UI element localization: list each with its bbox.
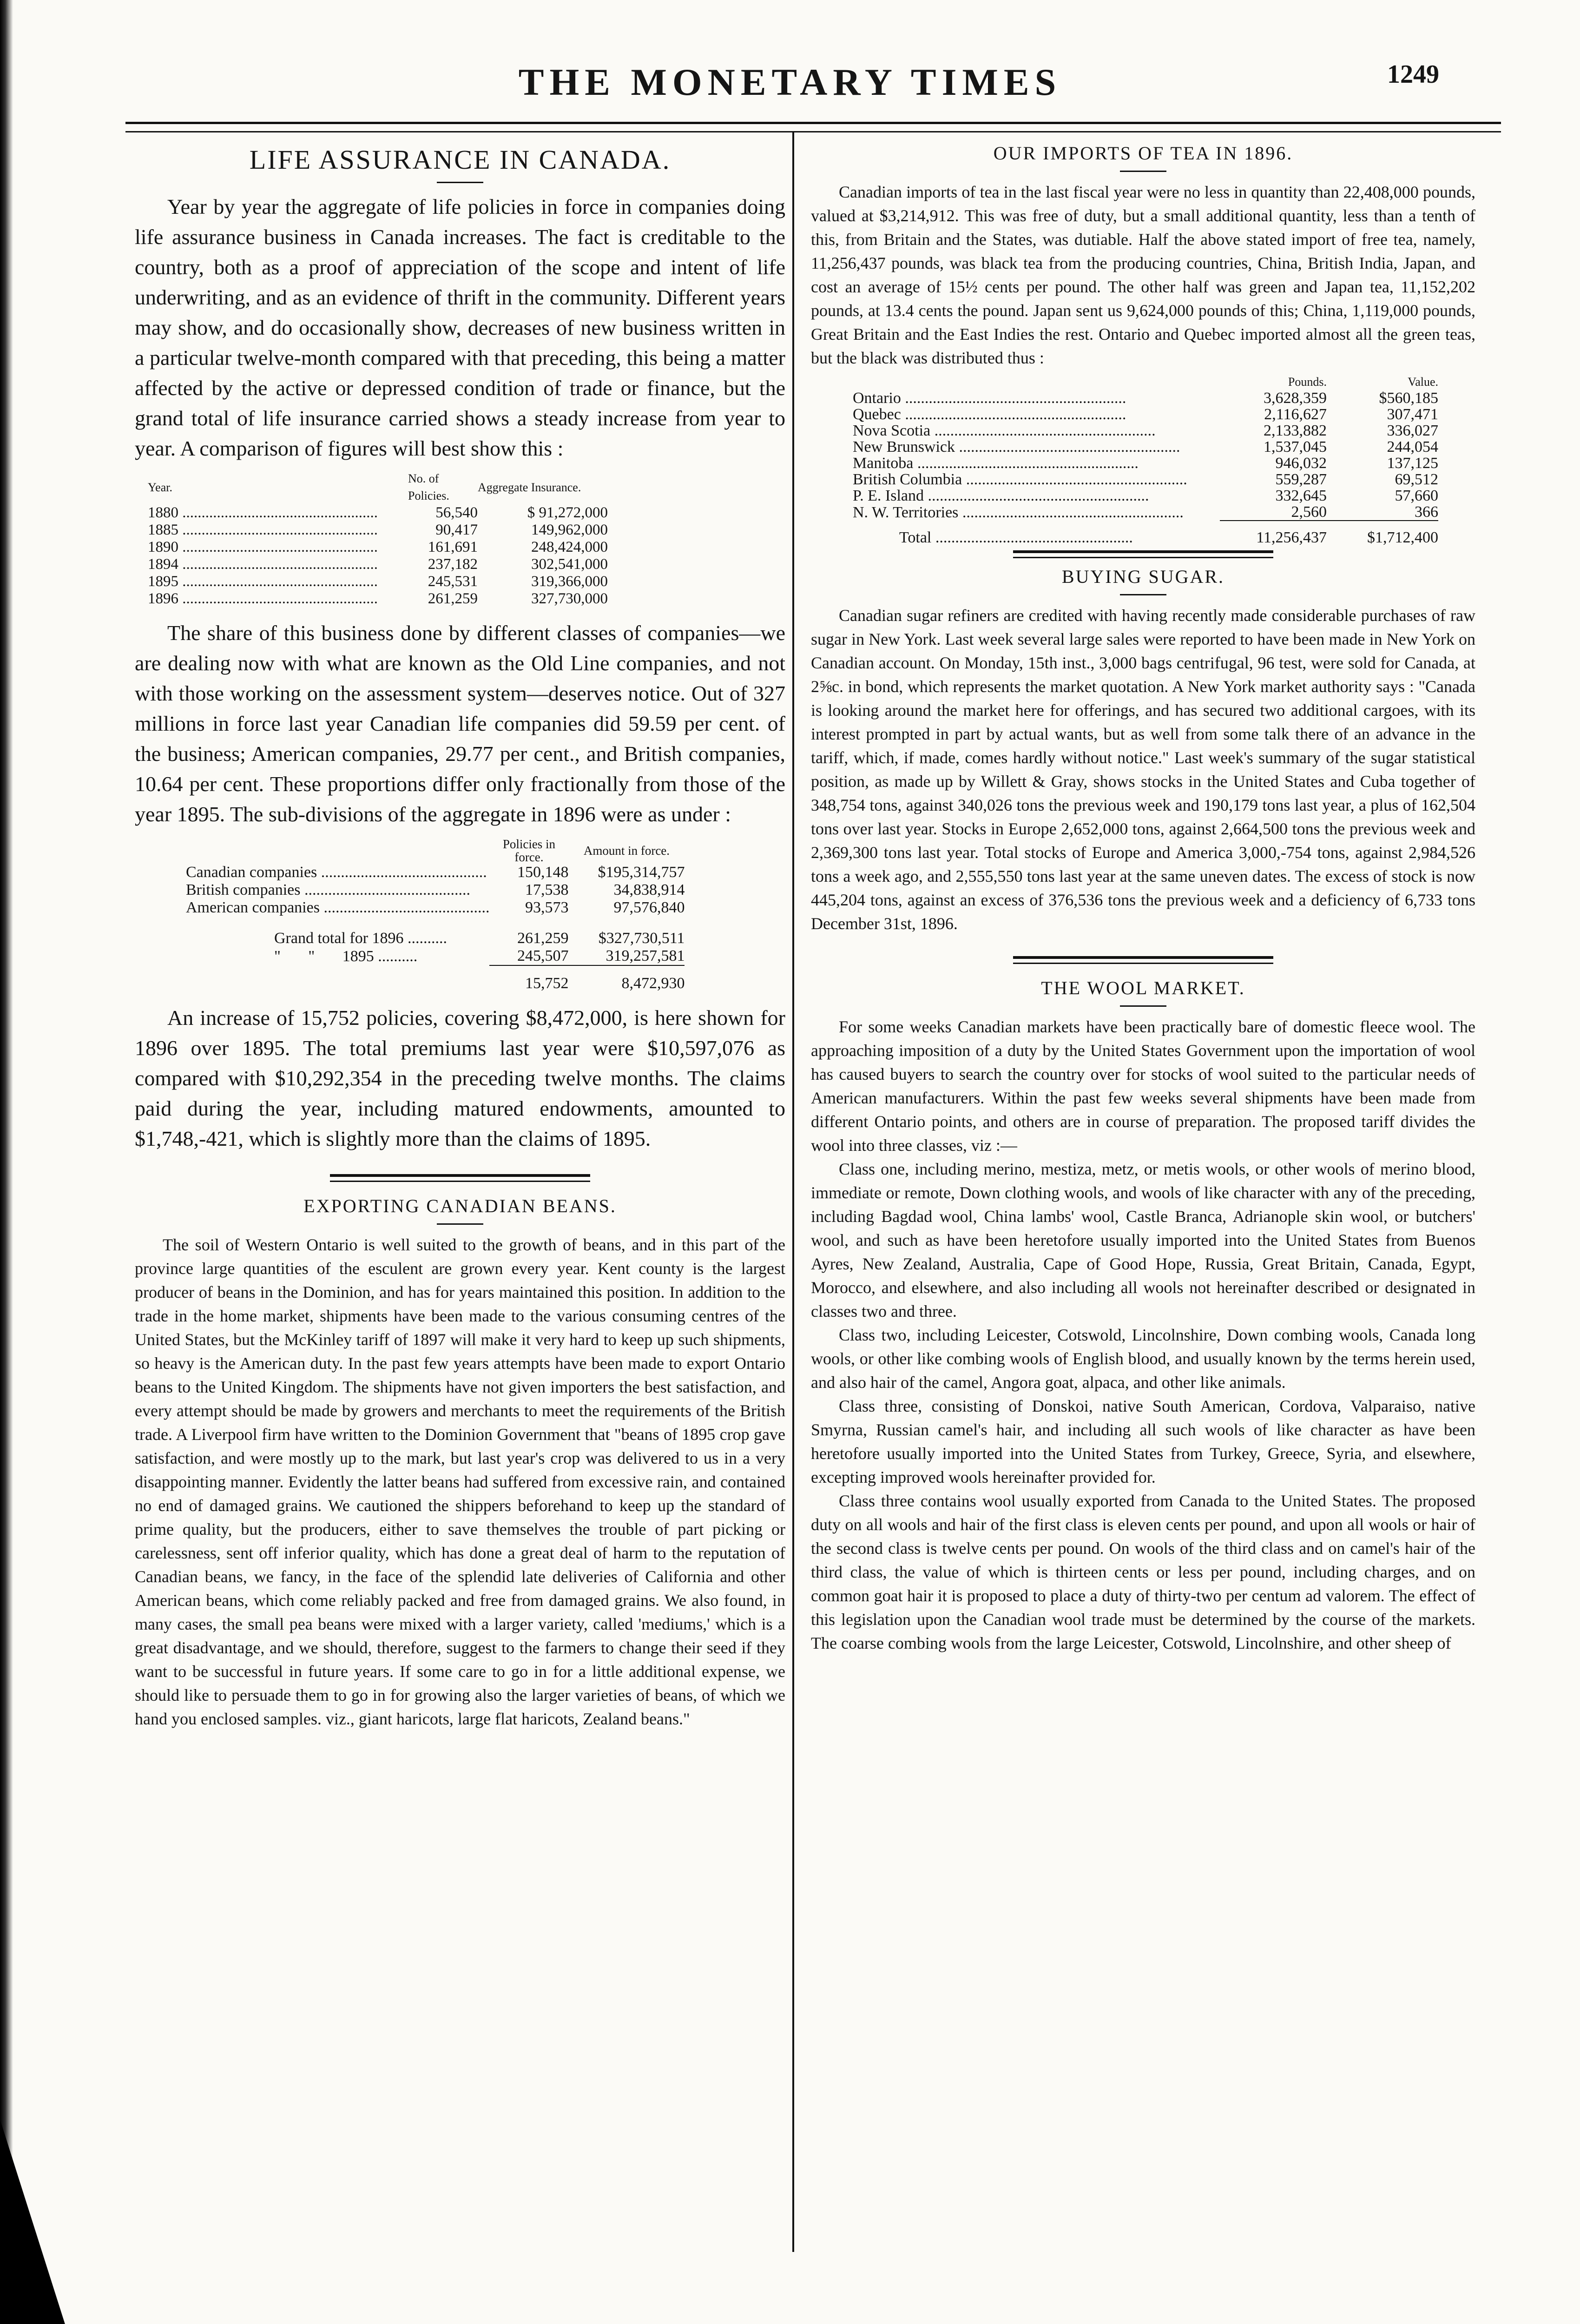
amount-cell: 8,472,930 xyxy=(621,975,685,992)
province-cell: Quebec xyxy=(853,406,901,423)
policies-cell: 261,259 xyxy=(517,930,569,947)
table-header xyxy=(186,838,685,864)
col-amount-in-force: Amount in force. xyxy=(583,844,670,858)
pounds-cell: 2,133,882 xyxy=(1264,422,1327,439)
table-row: Ontario ........................................................ 3,628,359 $560,185 xyxy=(853,390,1438,407)
amount-cell: 34,838,914 xyxy=(613,881,685,898)
insurance-cell: 319,366,000 xyxy=(531,573,608,590)
masthead: THE MONETARY TIMES xyxy=(518,61,1062,103)
tea-distribution-table xyxy=(853,374,1438,546)
year-cell: 1885 xyxy=(148,522,178,538)
province-cell: Nova Scotia xyxy=(853,423,931,439)
value-cell: 69,512 xyxy=(1395,471,1438,488)
policies-cell: 245,507 xyxy=(489,947,568,965)
insurance-cell: 327,730,000 xyxy=(531,590,608,607)
table-row-increase xyxy=(186,965,685,992)
section-divider xyxy=(1013,956,1273,964)
page-number: 1249 xyxy=(1387,60,1439,89)
table-row: 1894 ................................................... 237,182 302,541,000 xyxy=(148,556,608,573)
paragraph: Class three contains wool usually exported from Canada to the United States. The proposed duty on all wools and hair of the first class is eleven cents per pound, and upon all wools or hair of the second class is twelve cents per pound. On wools of the third class and on camel's hair of the third class, the value of which is thirteen cents or less per pound, including charges, and on common goat hair it is proposed to place a duty of thirty-two per centum ad valorem. The effect of this legislation upon the Canadian wool trade must be determined by the course of the markets. The coarse combing wools from the large Leicester, Cotswold, Lincolnshire, and other sheep of xyxy=(811,1492,1475,1652)
year-cell: 1890 xyxy=(148,539,178,555)
title-dash xyxy=(437,1223,483,1225)
header-rule xyxy=(125,122,1501,124)
table-row: British companies .......................................... 17,538 34,838,914 xyxy=(186,881,685,898)
pounds-cell: 3,628,359 xyxy=(1264,390,1327,407)
article-title: OUR IMPORTS OF TEA IN 1896. xyxy=(993,143,1293,164)
insurance-cell: 302,541,000 xyxy=(531,556,608,573)
paragraph: Year by year the aggregate of life policies in force in companies doing life assurance business in Canada increases. The fact is creditable to the country, both as a proof of appreciation of the scope and intent of life underwriting, and as an evidence of thrift in the community. Different years may show, and do occasionally show, decreases of new business written in a particular twelve-month compared with that preceding, this being a matter affected by the active or depressed condition of trade or finance, but the grand total of life insurance carried shows a steady increase from year to year. A comparison of figures will best show this : xyxy=(135,195,785,460)
label-cell: Grand total for 1896 xyxy=(274,930,404,947)
label-cell: Canadian companies xyxy=(186,864,317,881)
paragraph: The share of this business done by different classes of companies—we are dealing now with what are known as the Old Line companies, and not with those working on the assessment system—deserves notice. Out of 327 millions in force last year Canadian life companies did 59.59 per cent. of the business; American companies, 29.77 per cent., and British companies, 10.64 per cent. These proportions differ only fractionally from those of the year 1895. The sub-divisions of the aggregate in 1896 were as under : xyxy=(135,621,785,826)
table-row: Manitoba ........................................................ 946,032 137,125 xyxy=(853,455,1438,472)
label-cell: British companies xyxy=(186,881,301,898)
article-wool-market xyxy=(811,977,1475,1655)
section-divider xyxy=(1013,550,1273,558)
article-title: LIFE ASSURANCE IN CANADA. xyxy=(249,145,671,175)
label-cell: American companies xyxy=(186,899,320,916)
article-buying-sugar xyxy=(811,566,1475,936)
pounds-cell: 11,256,437 xyxy=(1256,529,1327,546)
pounds-cell: 2,560 xyxy=(1220,504,1327,521)
pounds-cell: 332,645 xyxy=(1275,487,1327,504)
company-split-table xyxy=(186,838,685,992)
paragraph: Class three, consisting of Donskoi, native South American, Cordova, Valparaiso, native Smyrna, Russian camel's hair, and including all such wools of like character as have been heretofore usually imported into the United States from Turkey, Greece, Syria, and elsewhere, excepting improved wools hereinafter provided for. xyxy=(811,1397,1475,1486)
page-binding-shadow xyxy=(0,0,13,2324)
col-policies: No. of Policies. xyxy=(408,472,449,502)
article-life-assurance xyxy=(135,144,785,1154)
title-dash xyxy=(1120,594,1166,595)
col-value: Value. xyxy=(1408,375,1438,389)
right-column xyxy=(811,135,1475,1655)
pounds-cell: 1,537,045 xyxy=(1264,438,1327,456)
title-dash xyxy=(1120,171,1166,172)
insurance-cell: 149,962,000 xyxy=(531,522,608,538)
table-row: P. E. Island ........................................................ 332,645 57,660 xyxy=(853,487,1438,504)
table-row: American companies .......................................... 93,573 97,576,840 xyxy=(186,899,685,916)
table-row: Canadian companies .......................................... 150,148 $195,314,757 xyxy=(186,864,685,881)
column-divider xyxy=(792,132,794,2252)
province-cell: New Brunswick xyxy=(853,439,955,455)
year-cell: 1896 xyxy=(148,590,178,607)
policies-cell: 90,417 xyxy=(435,522,478,538)
policies-cell: 15,752 xyxy=(525,975,569,992)
amount-cell: $327,730,511 xyxy=(598,930,685,947)
table-row: N. W. Territories ........................................................ 2,560 366 xyxy=(853,503,1438,521)
article-tea-imports xyxy=(811,142,1475,546)
table-row: 1895 ................................................... 245,531 319,366,000 xyxy=(148,573,608,590)
article-title: EXPORTING CANADIAN BEANS. xyxy=(303,1195,617,1216)
col-insurance: Aggregate Insurance. xyxy=(478,480,581,494)
table-row: Quebec ........................................................ 2,116,627 307,471 xyxy=(853,406,1438,423)
section-divider xyxy=(330,1174,590,1182)
article-canadian-beans xyxy=(135,1195,785,1731)
value-cell: 137,125 xyxy=(1387,455,1438,472)
amount-cell: 319,257,581 xyxy=(568,947,685,965)
paragraph: An increase of 15,752 policies, covering $8,472,000, is here shown for 1896 over 1895. The total premiums last year were $10,597,076 as compared with $10,292,354 in the preceding twelve months. The claims paid during the year, including matured endowments, amounted to $1,748,-421, which is slightly more than the claims of 1895. xyxy=(135,1006,785,1150)
title-dash xyxy=(1120,1005,1166,1007)
policies-cell: 93,573 xyxy=(525,899,569,916)
insurance-cell: 248,424,000 xyxy=(531,539,608,555)
policies-cell: 245,531 xyxy=(428,573,478,590)
paragraph: The soil of Western Ontario is well suited to the growth of beans, and in this part of the province large quantities of the esculent are grown every year. Kent county is the largest producer of beans in the Dominion, and has for years maintained this position. In addition to the trade in the home market, shipments have been made to the various consuming centres of the United States, but the McKinley tariff of 1897 will make it very hard to keep up such shipments, so heavy is the American duty. In the past few years attempts have been made to export Ontario beans to the United Kingdom. The shipments have not given importers the best satisfaction, and every attempt should be made by growers and merchants to meet the requirements of the British trade. A Liverpool firm have written to the Dominion Government that "beans of 1895 crop gave satisfaction, and were mostly up to the mark, but last year's crop was delivered to us in a very disappointing manner. Evidently the latter beans had suffered from excessive rain, and contained no end of damaged grains. We cautioned the shippers beforehand to keep up the standard of prime quality, but the producers, either to save themselves the trouble of part picking or carelessness, sent off inferior quality, which has done a great deal of harm to the reputation of Canadian beans, we fancy, in the face of the splendid late deliveries of California and other American beans, which come reliably packed and free from damaged grains. We also found, in many cases, the small pea beans were mixed with a larger variety, called 'mediums,' which is a great disadvantage, and we should, therefore, suggest to the farmers to change their seed if they want to be successful in future years. If some care to go in for a little additional expense, we should like to persuade them to go in for growing also the larger varieties of beans, of which we hand you enclosed samples. viz., giant haricots, large flat haricots, Zealand beans." xyxy=(135,1235,785,1728)
value-cell: 244,054 xyxy=(1387,438,1438,456)
province-cell: N. W. Territories xyxy=(853,504,959,521)
province-cell: Ontario xyxy=(853,390,901,406)
paragraph: Canadian imports of tea in the last fiscal year were no less in quantity than 22,408,000 pounds, valued at $3,214,912. This was free of duty, but a small additional quantity, less than a tenth of this, from Britain and the States, was dutiable. Half the above stated import of free tea, namely, 11,256,437 pounds, was black tea from the producing countries, China, British India, Japan, and cost an average of 15½ cents per pound. The other half was green and Japan tea, 11,152,202 pounds, at 13.4 cents the pound. Japan sent us 9,624,000 pounds of this; China, 1,119,000 pounds, Great Britain and the East Indies the rest. Ontario and Quebec imported almost all the green teas, but the black was distributed thus : xyxy=(811,183,1475,367)
total-label: Total xyxy=(899,528,932,546)
value-cell: 307,471 xyxy=(1387,406,1438,423)
policies-cell: 17,538 xyxy=(525,881,569,898)
table-row-total: Total .................................................. 11,256,437 $1,712,400 xyxy=(853,521,1438,546)
policies-cell: 237,182 xyxy=(428,556,478,573)
label-cell: " " 1895 xyxy=(274,947,374,965)
pounds-cell: 559,287 xyxy=(1275,471,1327,488)
policies-cell: 56,540 xyxy=(435,504,478,521)
policies-cell: 150,148 xyxy=(517,864,569,881)
amount-cell: $195,314,757 xyxy=(598,864,685,881)
province-cell: P. E. Island xyxy=(853,488,924,504)
table-row: Nova Scotia ........................................................ 2,133,882 336,027 xyxy=(853,422,1438,439)
life-policies-table xyxy=(148,470,608,607)
amount-cell: 97,576,840 xyxy=(613,899,685,916)
table-header xyxy=(148,470,608,504)
value-cell: 336,027 xyxy=(1387,422,1438,439)
value-cell: $560,185 xyxy=(1379,390,1438,407)
col-policies-in-force: Policies in force. xyxy=(502,837,556,864)
year-cell: 1894 xyxy=(148,556,178,573)
paragraph: Class one, including merino, mestiza, metz, or metis wools, or other wools of merino blood, immediate or remote, Down clothing wools, and wools of like character with any of the preceding, including Bagdad wool, China lambs' wool, Castle Branca, Adrianople skin wool, or butchers' wool, and such as have been heretofore usually imported into the United States from Buenos Ayres, New Zealand, Australia, Cape of Good Hope, Russia, Great Britain, Canada, Egypt, Morocco, and elsewhere, and also including all wools not hereinafter described or designated in classes two and three. xyxy=(811,1160,1475,1320)
article-title: THE WOOL MARKET. xyxy=(1041,977,1245,998)
value-cell: $1,712,400 xyxy=(1367,529,1438,546)
page-corner-shadow xyxy=(0,2119,70,2324)
paragraph: Canadian sugar refiners are credited with having recently made considerable purchases of raw sugar in New York. Last week several large sales were reported to have been made in New York on Canadian account. On Monday, 15th inst., 3,000 bags centrifugal, 96 test, were sold for Canada, at 2⅝c. in bond, which represents the market quotation. A New York market authority says : "Canada is looking around the market here for offerings, and has secured two additional cargoes, with its interest prompted in part by actual wants, but as well from some talk there of an advance in the tariff, which, if made, comes hardly without notice." Last week's summary of the sugar statistical position, as made up by Willett & Gray, shows stocks in the United States and Cuba together of 348,754 tons, against 340,026 tons the previous week and 190,179 tons last year, a plus of 162,504 tons over last year. Stocks in Europe 2,652,000 tons, against 2,664,500 tons the previous week and 2,369,300 tons last year. Total stocks of Europe and America 3,000,-754 tons, against 2,984,526 tons a week ago, and 2,555,550 tons last year at the same uneven dates. The excess of stock is now 445,204 tons, against an excess of 376,536 tons the previous week and a deficiency of 6,733 tons December 31st, 1896. xyxy=(811,606,1475,933)
value-cell: 57,660 xyxy=(1395,487,1438,504)
paragraph: For some weeks Canadian markets have been practically bare of domestic fleece wool. The approaching imposition of a duty by the United States Government upon the importation of wool has caused buyers to search the country over for stocks of wool suited to the particular needs of American manufacturers. Within the past few weeks several shipments have been made from different Ontario points, and others are in course of preparation. The proposed tariff divides the wool into three classes, viz :— xyxy=(811,1017,1475,1155)
col-pounds: Pounds. xyxy=(1288,375,1327,389)
table-row: 1896 ................................................... 261,259 327,730,000 xyxy=(148,590,608,607)
table-row: 1890 ................................................... 161,691 248,424,000 xyxy=(148,539,608,555)
table-row: 1885 ................................................... 90,417 149,962,000 xyxy=(148,522,608,538)
table-row: 1880 ................................................... 56,540 $ 91,272,000 xyxy=(148,504,608,521)
title-dash xyxy=(437,182,483,183)
province-cell: Manitoba xyxy=(853,455,914,471)
table-row: New Brunswick ........................................................ 1,537,045 244,054 xyxy=(853,438,1438,456)
province-cell: British Columbia xyxy=(853,471,962,488)
insurance-cell: $ 91,272,000 xyxy=(527,504,608,521)
year-cell: 1880 xyxy=(148,504,178,521)
header-rule-thin xyxy=(125,131,1501,132)
table-row: British Columbia ........................................................ 559,287 69,512 xyxy=(853,471,1438,488)
pounds-cell: 2,116,627 xyxy=(1264,406,1327,423)
year-cell: 1895 xyxy=(148,573,178,590)
value-cell: 366 xyxy=(1327,504,1438,521)
left-column xyxy=(135,135,785,1731)
article-title: BUYING SUGAR. xyxy=(1061,566,1225,587)
policies-cell: 261,259 xyxy=(428,590,478,607)
policies-cell: 161,691 xyxy=(428,539,478,555)
table-header xyxy=(853,374,1438,390)
pounds-cell: 946,032 xyxy=(1275,455,1327,472)
col-year: Year. xyxy=(148,480,172,494)
table-row-grand-total: " " 1895 .......... 245,507 319,257,581 xyxy=(274,947,685,965)
table-row-grand-total: Grand total for 1896 .......... 261,259 $327,730,511 xyxy=(274,930,685,947)
paragraph: Class two, including Leicester, Cotswold, Lincolnshire, Down combing wools, Canada long wools, or other like combing wools of English blood, and usually known by the terms herein used, and also hair of the camel, Angora goat, alpaca, and other like animals. xyxy=(811,1326,1475,1392)
